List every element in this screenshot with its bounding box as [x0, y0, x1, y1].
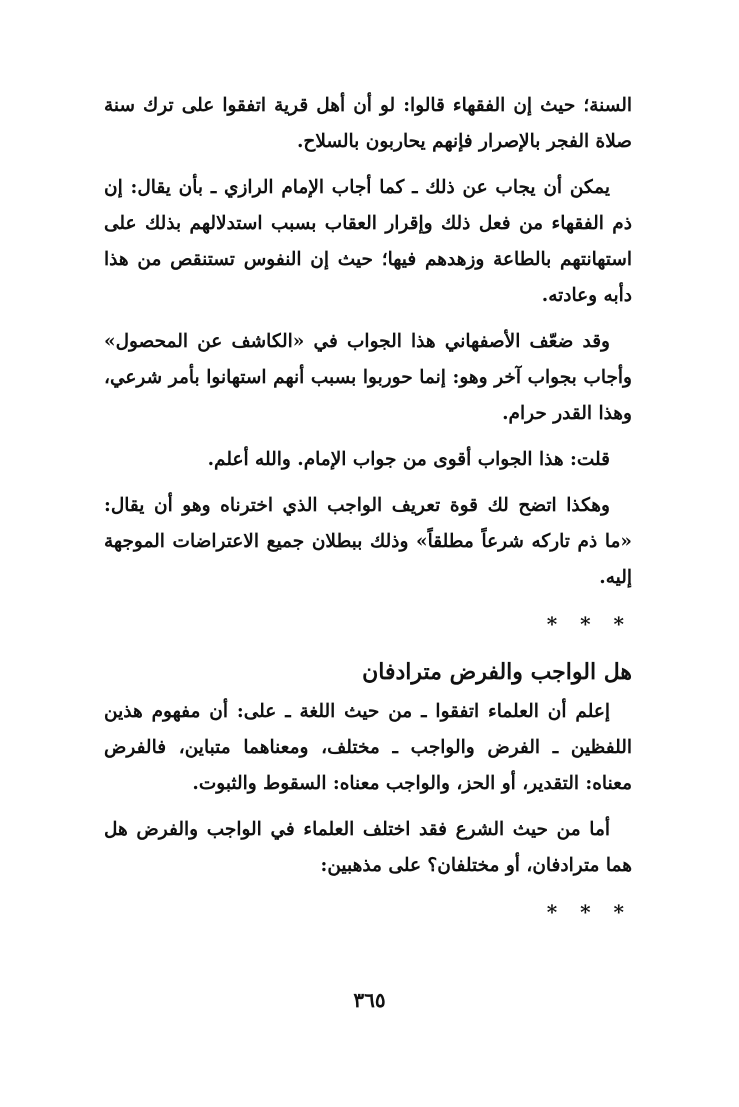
- section-heading: هل الواجب والفرض مترادفان: [362, 659, 632, 685]
- page-body: [104, 88, 632, 942]
- paragraph-7: أما من حيث الشرع فقد اختلف العلماء في الواجب والفرض هل هما مترادفان، أو مختلفان؟ على مذهبين:: [104, 819, 632, 876]
- section-separator-end: * * *: [546, 900, 632, 924]
- page-number: ٣٦٥: [353, 988, 386, 1012]
- paragraph-3: وقد ضعّف الأصفهاني هذا الجواب في «الكاشف عن المحصول» وأجاب بجواب آخر وهو: إنما حوربوا بسبب أنهم استهانوا بأمر شرعي، وهذا القدر حرام.: [104, 331, 632, 424]
- paragraph-4: قلت: هذا الجواب أقوى من جواب الإمام. والله أعلم.: [207, 449, 610, 470]
- section-separator: * * *: [546, 612, 632, 636]
- paragraph-5: وهكذا اتضح لك قوة تعريف الواجب الذي اخترناه وهو أن يقال: «ما ذم تاركه شرعاً مطلقاً» وذلك ببطلان جميع الاعتراضات الموجهة إليه.: [104, 495, 632, 588]
- paragraph-2: يمكن أن يجاب عن ذلك ـ كما أجاب الإمام الرازي ـ بأن يقال: إن ذم الفقهاء من فعل ذلك وإقرار العقاب بسبب استدلالهم بذلك على استهانتهم بالطاعة وزهدهم فيها؛ حيث إن النفوس تستنقص من هذا دأبه وعادته.: [104, 177, 632, 306]
- paragraph-1: السنة؛ حيث إن الفقهاء قالوا: لو أن أهل قرية اتفقوا على ترك سنة صلاة الفجر بالإصرار فإنهم يحاربون بالسلاح.: [104, 95, 632, 152]
- paragraph-6: إعلم أن العلماء اتفقوا ـ من حيث اللغة ـ على: أن مفهوم هذين اللفظين ـ الفرض والواجب ـ مختلف، ومعناهما متباين، فالفرض معناه: التقدير، أو الحز، والواجب معناه: السقوط والثبوت.: [104, 701, 632, 794]
